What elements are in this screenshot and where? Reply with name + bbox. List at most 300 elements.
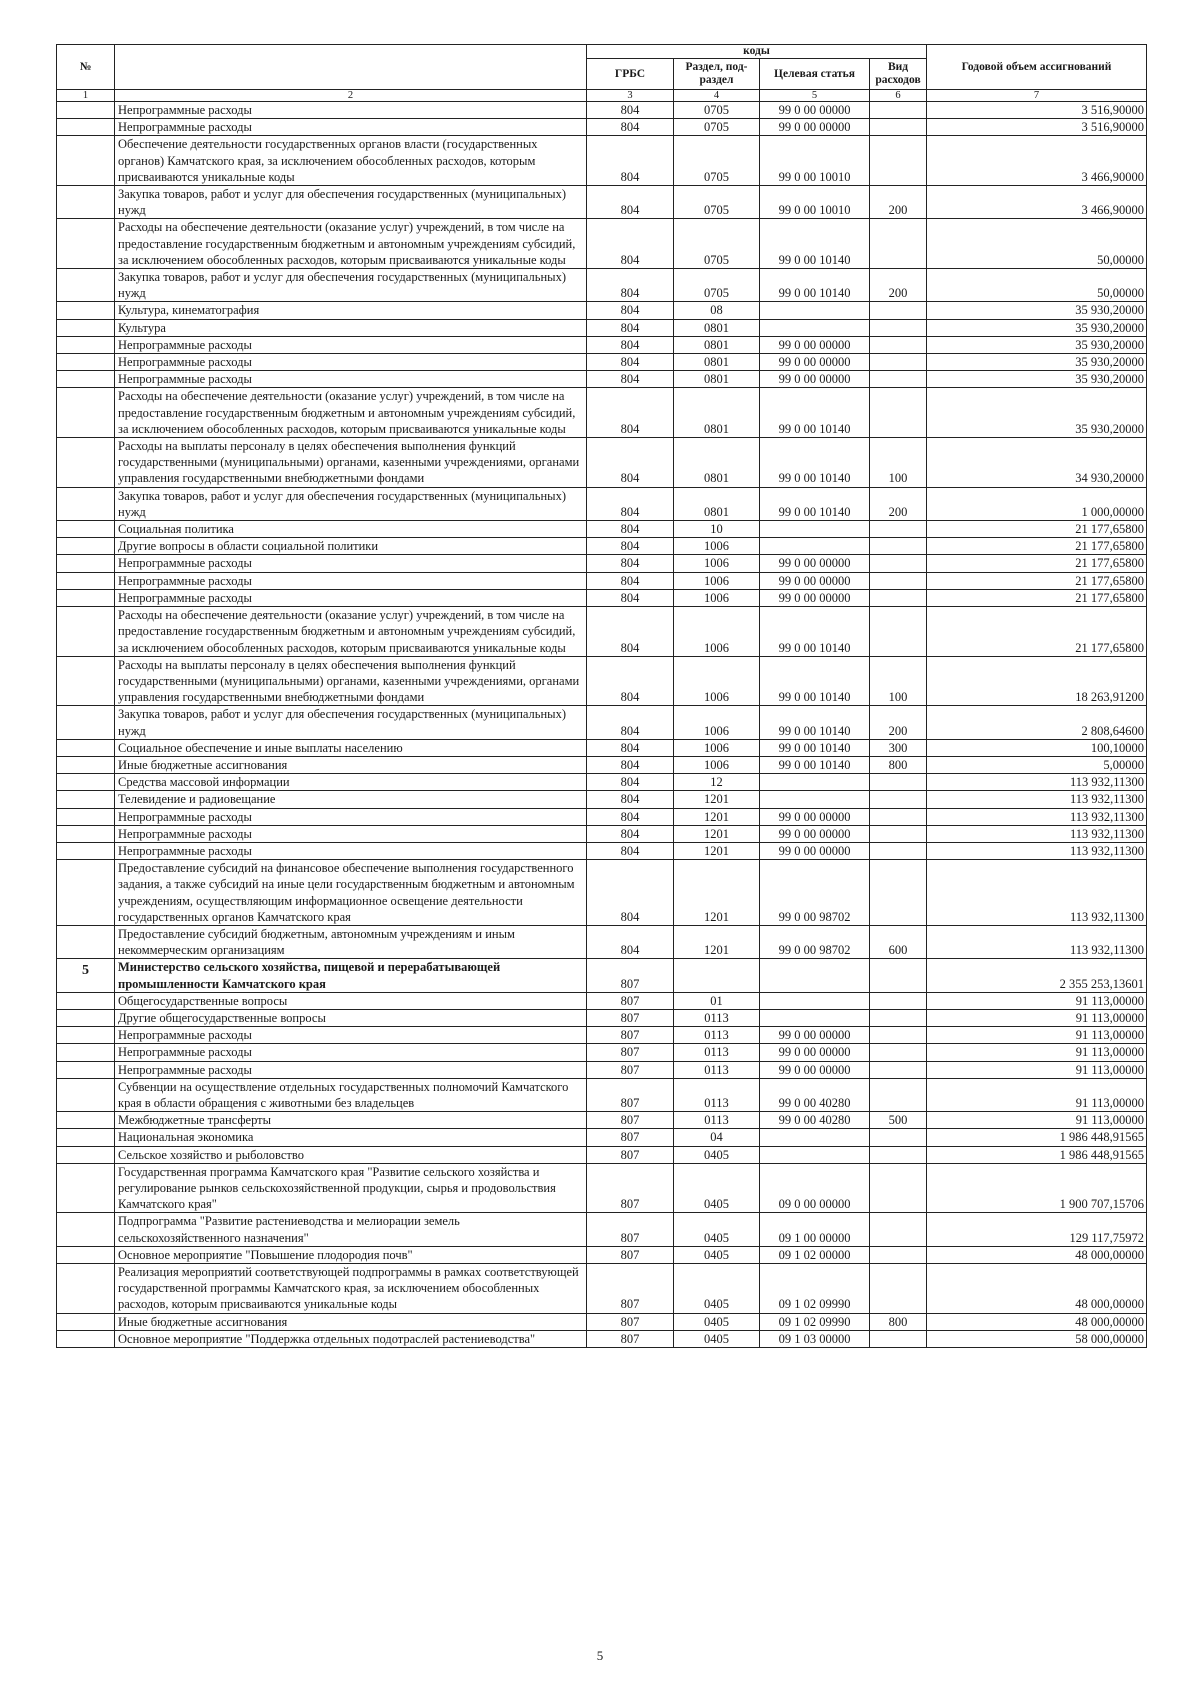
- row-section: 1006: [674, 607, 760, 657]
- row-grbs: 807: [587, 992, 674, 1009]
- row-amount: 35 930,20000: [927, 354, 1147, 371]
- row-amount: 21 177,65800: [927, 572, 1147, 589]
- row-grbs: 804: [587, 219, 674, 269]
- row-grbs: 807: [587, 1061, 674, 1078]
- row-grbs: 804: [587, 302, 674, 319]
- table-row: [57, 1009, 1147, 1026]
- row-name: Подпрограмма "Развитие растениеводства и мелиорации земель сельскохозяйственного назначения": [115, 1213, 587, 1246]
- row-amount: 18 263,91200: [927, 656, 1147, 706]
- row-section: 0705: [674, 136, 760, 186]
- row-name: Телевидение и радиовещание: [115, 791, 587, 808]
- row-grbs: 804: [587, 102, 674, 119]
- row-number: [57, 438, 115, 488]
- row-type: [870, 1146, 927, 1163]
- row-section: 1201: [674, 791, 760, 808]
- row-grbs: 804: [587, 487, 674, 520]
- row-section: 0801: [674, 388, 760, 438]
- row-grbs: 804: [587, 371, 674, 388]
- row-number: [57, 119, 115, 136]
- col-number: 3: [587, 90, 674, 102]
- row-section: 1201: [674, 825, 760, 842]
- header-codes: коды: [587, 45, 927, 59]
- row-number: [57, 656, 115, 706]
- row-number: [57, 1027, 115, 1044]
- row-name: Непрограммные расходы: [115, 102, 587, 119]
- row-type: [870, 1264, 927, 1314]
- table-row: [57, 269, 1147, 302]
- row-amount: 48 000,00000: [927, 1246, 1147, 1263]
- row-name: Общегосударственные вопросы: [115, 992, 587, 1009]
- row-target: [760, 1009, 870, 1026]
- row-section: 0405: [674, 1163, 760, 1213]
- row-section: 0705: [674, 119, 760, 136]
- row-amount: 91 113,00000: [927, 1078, 1147, 1111]
- table-header: [57, 45, 1147, 102]
- row-name: Средства массовой информации: [115, 774, 587, 791]
- row-type: [870, 1044, 927, 1061]
- row-target: 99 0 00 98702: [760, 860, 870, 926]
- row-amount: 1 986 448,91565: [927, 1129, 1147, 1146]
- row-name: Закупка товаров, работ и услуг для обеспечения государственных (муниципальных) нужд: [115, 487, 587, 520]
- row-number: [57, 1078, 115, 1111]
- row-number: [57, 538, 115, 555]
- row-name: Иные бюджетные ассигнования: [115, 1313, 587, 1330]
- row-target: 99 0 00 10140: [760, 438, 870, 488]
- row-grbs: 804: [587, 186, 674, 219]
- col-number: 6: [870, 90, 927, 102]
- row-number: [57, 388, 115, 438]
- row-amount: 35 930,20000: [927, 388, 1147, 438]
- row-amount: 129 117,75972: [927, 1213, 1147, 1246]
- row-type: [870, 992, 927, 1009]
- header-name: [115, 45, 587, 90]
- row-type: 300: [870, 739, 927, 756]
- row-type: [870, 1027, 927, 1044]
- row-target: 99 0 00 10140: [760, 706, 870, 739]
- row-number: [57, 1313, 115, 1330]
- row-name: Другие общегосударственные вопросы: [115, 1009, 587, 1026]
- row-grbs: 804: [587, 555, 674, 572]
- table-row: [57, 388, 1147, 438]
- row-name: Другие вопросы в области социальной политики: [115, 538, 587, 555]
- row-type: 600: [870, 925, 927, 958]
- row-amount: 21 177,65800: [927, 555, 1147, 572]
- row-name: Непрограммные расходы: [115, 371, 587, 388]
- table-row: [57, 1213, 1147, 1246]
- row-grbs: 807: [587, 1146, 674, 1163]
- row-name: Основное мероприятие "Поддержка отдельных подотраслей растениеводства": [115, 1330, 587, 1347]
- table-row: [57, 102, 1147, 119]
- row-target: [760, 1129, 870, 1146]
- row-grbs: 804: [587, 774, 674, 791]
- row-amount: 35 930,20000: [927, 319, 1147, 336]
- row-section: 0705: [674, 186, 760, 219]
- row-number: [57, 269, 115, 302]
- table-row: [57, 371, 1147, 388]
- row-grbs: 807: [587, 1044, 674, 1061]
- row-name: Непрограммные расходы: [115, 354, 587, 371]
- row-grbs: 804: [587, 756, 674, 773]
- row-amount: 50,00000: [927, 269, 1147, 302]
- row-target: 99 0 00 00000: [760, 825, 870, 842]
- row-name: Расходы на обеспечение деятельности (оказание услуг) учреждений, в том числе на предоставление государственным бюджетным и автономным учреждениям субсидий, за исключением обособленных расходов, которым присваиваются уникальные коды: [115, 388, 587, 438]
- row-amount: 21 177,65800: [927, 521, 1147, 538]
- row-type: 200: [870, 186, 927, 219]
- table-row: [57, 739, 1147, 756]
- row-target: [760, 1146, 870, 1163]
- table-row: [57, 1078, 1147, 1111]
- row-type: 100: [870, 438, 927, 488]
- row-section: 1006: [674, 706, 760, 739]
- row-section: 0405: [674, 1330, 760, 1347]
- row-amount: 113 932,11300: [927, 842, 1147, 859]
- row-type: [870, 555, 927, 572]
- row-grbs: 804: [587, 269, 674, 302]
- row-section: 0405: [674, 1264, 760, 1314]
- row-amount: 91 113,00000: [927, 1112, 1147, 1129]
- table-row: [57, 136, 1147, 186]
- row-grbs: 807: [587, 1112, 674, 1129]
- row-target: [760, 774, 870, 791]
- row-grbs: 807: [587, 1027, 674, 1044]
- row-section: 1006: [674, 555, 760, 572]
- row-number: [57, 808, 115, 825]
- row-section: 04: [674, 1129, 760, 1146]
- row-target: 99 0 00 00000: [760, 1044, 870, 1061]
- row-number: [57, 860, 115, 926]
- row-target: 09 1 02 09990: [760, 1313, 870, 1330]
- row-number: [57, 1044, 115, 1061]
- header-type: Вид расходов: [870, 59, 927, 90]
- row-amount: 21 177,65800: [927, 538, 1147, 555]
- row-grbs: 807: [587, 1213, 674, 1246]
- row-name: Сельское хозяйство и рыболовство: [115, 1146, 587, 1163]
- row-amount: 2 808,64600: [927, 706, 1147, 739]
- row-section: 08: [674, 302, 760, 319]
- row-target: 09 0 00 00000: [760, 1163, 870, 1213]
- row-grbs: 804: [587, 521, 674, 538]
- row-target: 99 0 00 10010: [760, 136, 870, 186]
- table-row: [57, 1027, 1147, 1044]
- row-number: [57, 842, 115, 859]
- row-type: [870, 842, 927, 859]
- row-number: [57, 774, 115, 791]
- row-number: [57, 1112, 115, 1129]
- row-number: [57, 1246, 115, 1263]
- row-grbs: 804: [587, 925, 674, 958]
- budget-table-sheet: [56, 44, 1146, 1348]
- row-name: Непрограммные расходы: [115, 119, 587, 136]
- row-grbs: 804: [587, 656, 674, 706]
- row-section: 0405: [674, 1213, 760, 1246]
- row-name: Непрограммные расходы: [115, 555, 587, 572]
- table-row: [57, 825, 1147, 842]
- table-row: [57, 438, 1147, 488]
- table-row: [57, 186, 1147, 219]
- row-grbs: 804: [587, 438, 674, 488]
- row-type: 200: [870, 706, 927, 739]
- table-row: [57, 572, 1147, 589]
- row-number: [57, 791, 115, 808]
- table-row: [57, 319, 1147, 336]
- row-name: Непрограммные расходы: [115, 1061, 587, 1078]
- row-name: Реализация мероприятий соответствующей подпрограммы в рамках соответствующей государственной программы Камчатского края, за исключением обособленных расходов, которым присваиваются уникальные коды: [115, 1264, 587, 1314]
- row-section: 0113: [674, 1061, 760, 1078]
- row-number: [57, 521, 115, 538]
- row-type: [870, 825, 927, 842]
- row-name: Обеспечение деятельности государственных органов власти (государственных органов) Камчатского края, за исключением обособленных расходов, которым присваиваются уникальные коды: [115, 136, 587, 186]
- row-amount: 48 000,00000: [927, 1313, 1147, 1330]
- row-number: [57, 739, 115, 756]
- row-amount: 1 000,00000: [927, 487, 1147, 520]
- row-number: [57, 1330, 115, 1347]
- row-target: 99 0 00 40280: [760, 1078, 870, 1111]
- table-row: [57, 656, 1147, 706]
- row-grbs: 807: [587, 1163, 674, 1213]
- table-row: [57, 1163, 1147, 1213]
- row-section: 1006: [674, 656, 760, 706]
- row-name: Предоставление субсидий бюджетным, автономным учреждениям и иным некоммерческим организациям: [115, 925, 587, 958]
- row-grbs: 807: [587, 1246, 674, 1263]
- row-type: [870, 589, 927, 606]
- table-row: [57, 992, 1147, 1009]
- row-amount: 3 466,90000: [927, 136, 1147, 186]
- row-amount: 91 113,00000: [927, 1009, 1147, 1026]
- row-type: [870, 1061, 927, 1078]
- row-amount: 21 177,65800: [927, 607, 1147, 657]
- row-target: 99 0 00 00000: [760, 336, 870, 353]
- row-type: [870, 1163, 927, 1213]
- row-type: [870, 102, 927, 119]
- row-name: Социальное обеспечение и иные выплаты населению: [115, 739, 587, 756]
- row-type: 200: [870, 487, 927, 520]
- row-type: [870, 1129, 927, 1146]
- row-name: Предоставление субсидий на финансовое обеспечение выполнения государственного задания, а также субсидий на иные цели государственным бюджетным и автономным учреждениям, осуществляющим информационное освещение деятельности государственных органов Камчатского края: [115, 860, 587, 926]
- row-number: [57, 589, 115, 606]
- row-type: [870, 1246, 927, 1263]
- row-amount: 91 113,00000: [927, 1044, 1147, 1061]
- row-target: 99 0 00 00000: [760, 1027, 870, 1044]
- row-number: [57, 1163, 115, 1213]
- row-target: 99 0 00 10140: [760, 388, 870, 438]
- row-name: Непрограммные расходы: [115, 825, 587, 842]
- row-amount: 113 932,11300: [927, 925, 1147, 958]
- row-target: 99 0 00 00000: [760, 354, 870, 371]
- row-section: 0801: [674, 354, 760, 371]
- table-row: [57, 354, 1147, 371]
- row-number: [57, 555, 115, 572]
- row-grbs: 804: [587, 336, 674, 353]
- row-grbs: 804: [587, 706, 674, 739]
- header-grbs: ГРБС: [587, 59, 674, 90]
- row-amount: 35 930,20000: [927, 302, 1147, 319]
- row-name: Закупка товаров, работ и услуг для обеспечения государственных (муниципальных) нужд: [115, 269, 587, 302]
- row-target: [760, 959, 870, 992]
- row-type: [870, 774, 927, 791]
- table-row: [57, 487, 1147, 520]
- row-number: [57, 319, 115, 336]
- row-section: 0801: [674, 319, 760, 336]
- row-name: Национальная экономика: [115, 1129, 587, 1146]
- row-section: 0801: [674, 438, 760, 488]
- row-section: 1006: [674, 572, 760, 589]
- row-amount: 91 113,00000: [927, 992, 1147, 1009]
- row-target: [760, 319, 870, 336]
- row-type: [870, 371, 927, 388]
- row-amount: 113 932,11300: [927, 825, 1147, 842]
- header-volume: Годовой объем ассигнований: [927, 45, 1147, 90]
- col-number: 4: [674, 90, 760, 102]
- table-row: [57, 219, 1147, 269]
- row-target: [760, 302, 870, 319]
- row-name: Основное мероприятие "Повышение плодородия почв": [115, 1246, 587, 1263]
- row-type: 800: [870, 756, 927, 773]
- row-type: [870, 607, 927, 657]
- row-type: [870, 388, 927, 438]
- table-row: [57, 756, 1147, 773]
- row-number: [57, 186, 115, 219]
- header-section: Раздел, под-раздел: [674, 59, 760, 90]
- row-number: [57, 756, 115, 773]
- row-type: [870, 791, 927, 808]
- row-name: Непрограммные расходы: [115, 808, 587, 825]
- row-target: [760, 538, 870, 555]
- row-name: Расходы на выплаты персоналу в целях обеспечения выполнения функций государственными (муниципальными) органами, казенными учреждениями, органами управления государственными внебюджетными фондами: [115, 438, 587, 488]
- row-grbs: 804: [587, 825, 674, 842]
- row-type: [870, 521, 927, 538]
- row-section: 0801: [674, 336, 760, 353]
- row-name: Культура, кинематография: [115, 302, 587, 319]
- row-type: 100: [870, 656, 927, 706]
- row-target: 99 0 00 98702: [760, 925, 870, 958]
- row-amount: 3 466,90000: [927, 186, 1147, 219]
- table-row: [57, 1044, 1147, 1061]
- row-number: [57, 219, 115, 269]
- row-name: Расходы на выплаты персоналу в целях обеспечения выполнения функций государственными (муниципальными) органами, казенными учреждениями, органами управления государственными внебюджетными фондами: [115, 656, 587, 706]
- row-section: 0405: [674, 1246, 760, 1263]
- table-row: [57, 1264, 1147, 1314]
- row-section: 0705: [674, 102, 760, 119]
- table-row: [57, 1146, 1147, 1163]
- row-number: 5: [57, 959, 115, 992]
- row-number: [57, 607, 115, 657]
- row-section: 1201: [674, 842, 760, 859]
- row-section: 0801: [674, 371, 760, 388]
- row-name: Социальная политика: [115, 521, 587, 538]
- row-amount: 50,00000: [927, 219, 1147, 269]
- row-section: 0113: [674, 1112, 760, 1129]
- table-row: [57, 1330, 1147, 1347]
- row-amount: 113 932,11300: [927, 774, 1147, 791]
- table-row: [57, 589, 1147, 606]
- col-number: 1: [57, 90, 115, 102]
- row-number: [57, 825, 115, 842]
- table-row: [57, 607, 1147, 657]
- row-target: 99 0 00 00000: [760, 842, 870, 859]
- row-type: [870, 119, 927, 136]
- table-row: [57, 1061, 1147, 1078]
- row-target: 99 0 00 00000: [760, 1061, 870, 1078]
- table-row: [57, 555, 1147, 572]
- row-section: 10: [674, 521, 760, 538]
- table-row: [57, 925, 1147, 958]
- row-grbs: 807: [587, 1330, 674, 1347]
- row-type: [870, 959, 927, 992]
- row-amount: 5,00000: [927, 756, 1147, 773]
- table-row: [57, 774, 1147, 791]
- row-target: 09 1 02 09990: [760, 1264, 870, 1314]
- row-type: [870, 1078, 927, 1111]
- row-name: Непрограммные расходы: [115, 1027, 587, 1044]
- row-number: [57, 487, 115, 520]
- row-amount: 34 930,20000: [927, 438, 1147, 488]
- row-target: 99 0 00 00000: [760, 808, 870, 825]
- row-section: 1006: [674, 589, 760, 606]
- row-section: 0405: [674, 1146, 760, 1163]
- row-type: [870, 302, 927, 319]
- row-section: 0113: [674, 1044, 760, 1061]
- table-row: [57, 1129, 1147, 1146]
- row-target: 99 0 00 10140: [760, 219, 870, 269]
- row-number: [57, 1264, 115, 1314]
- row-amount: 1 986 448,91565: [927, 1146, 1147, 1163]
- page-number: 5: [596, 1648, 604, 1663]
- table-row: [57, 860, 1147, 926]
- table-row: [57, 538, 1147, 555]
- row-section: 0705: [674, 219, 760, 269]
- row-target: 99 0 00 10140: [760, 487, 870, 520]
- row-amount: 91 113,00000: [927, 1061, 1147, 1078]
- row-section: 0705: [674, 269, 760, 302]
- row-amount: 100,10000: [927, 739, 1147, 756]
- table-row: [57, 791, 1147, 808]
- col-number: 2: [115, 90, 587, 102]
- row-section: 1201: [674, 860, 760, 926]
- table-row: [57, 1313, 1147, 1330]
- row-name: Закупка товаров, работ и услуг для обеспечения государственных (муниципальных) нужд: [115, 706, 587, 739]
- table-row: [57, 959, 1147, 992]
- row-section: 1201: [674, 808, 760, 825]
- row-amount: 35 930,20000: [927, 336, 1147, 353]
- table-row: [57, 1112, 1147, 1129]
- row-grbs: 804: [587, 119, 674, 136]
- row-grbs: 804: [587, 589, 674, 606]
- row-target: 99 0 00 00000: [760, 589, 870, 606]
- table-row: [57, 808, 1147, 825]
- row-target: [760, 992, 870, 1009]
- row-grbs: 807: [587, 959, 674, 992]
- col-number: 5: [760, 90, 870, 102]
- row-name: Непрограммные расходы: [115, 1044, 587, 1061]
- row-number: [57, 354, 115, 371]
- row-target: 09 1 02 00000: [760, 1246, 870, 1263]
- table-row: [57, 119, 1147, 136]
- row-number: [57, 371, 115, 388]
- row-amount: 58 000,00000: [927, 1330, 1147, 1347]
- row-amount: 3 516,90000: [927, 119, 1147, 136]
- row-number: [57, 1129, 115, 1146]
- row-type: [870, 1213, 927, 1246]
- row-section: [674, 959, 760, 992]
- col-number: 7: [927, 90, 1147, 102]
- row-target: 99 0 00 40280: [760, 1112, 870, 1129]
- row-number: [57, 1009, 115, 1026]
- row-type: [870, 860, 927, 926]
- row-grbs: 804: [587, 136, 674, 186]
- row-name: Расходы на обеспечение деятельности (оказание услуг) учреждений, в том числе на предоставление государственным бюджетным и автономным учреждениям субсидий, за исключением обособленных расходов, которым присваиваются уникальные коды: [115, 219, 587, 269]
- row-target: 99 0 00 10140: [760, 756, 870, 773]
- row-name: Межбюджетные трансферты: [115, 1112, 587, 1129]
